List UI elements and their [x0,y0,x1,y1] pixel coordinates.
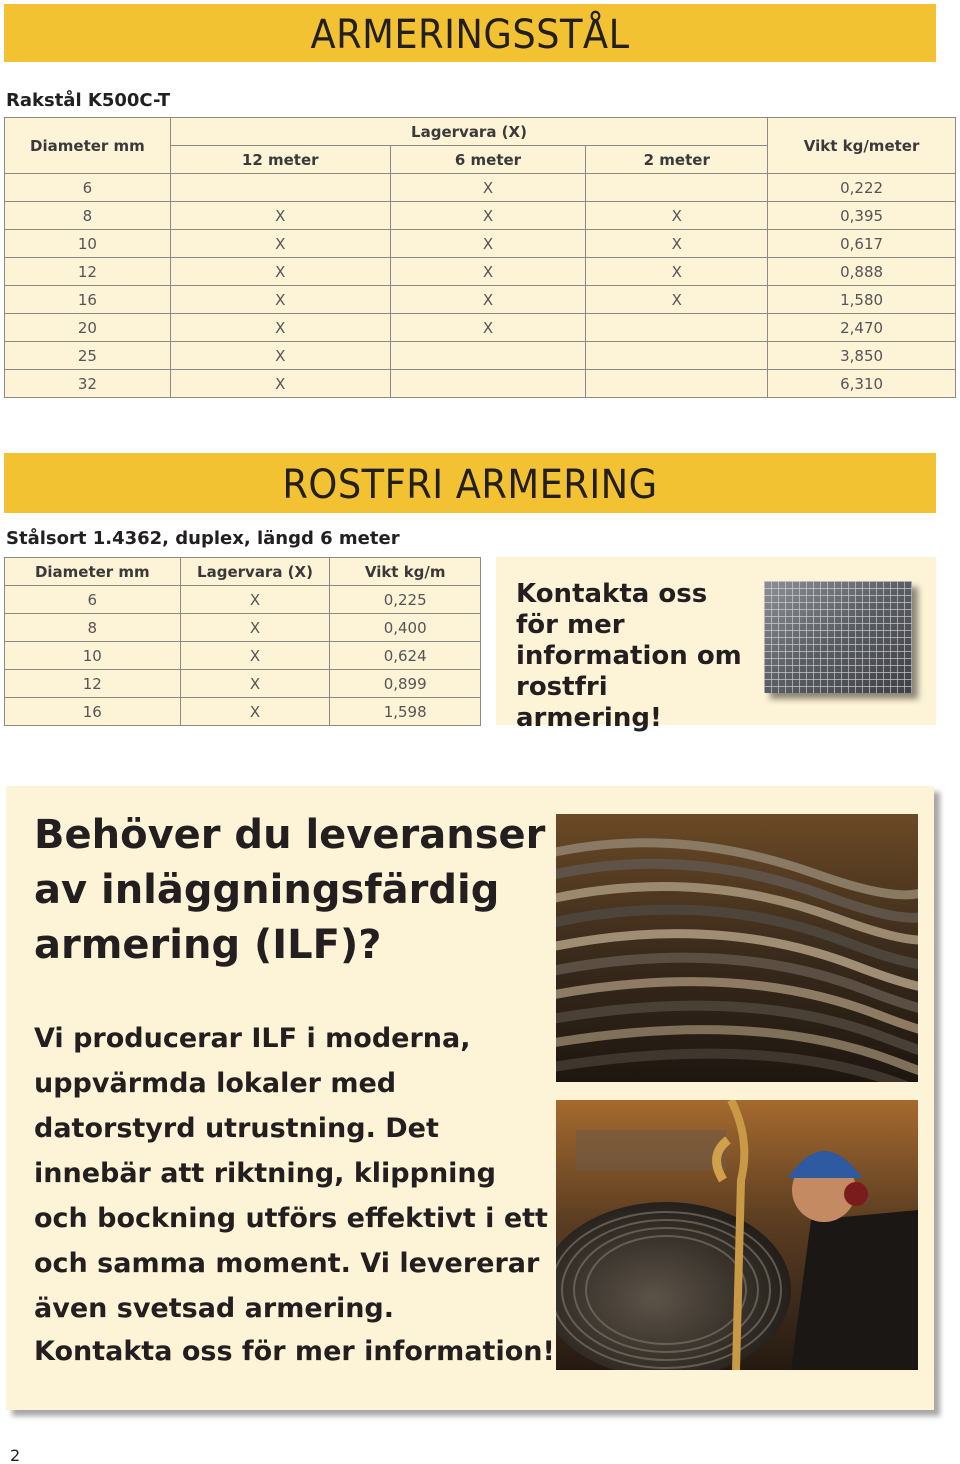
armeringsstal-title: ARMERINGSSTÅL [310,12,630,58]
table-cell-w: 0,617 [768,230,956,258]
table-row [5,202,956,230]
table-cell-m12: X [170,230,390,258]
table-cell-d: 8 [5,202,171,230]
col-diameter-header: Diameter mm [5,118,171,174]
col-lagervara-header: Lagervara (X) [180,558,330,586]
rostfri-title: ROSTFRI ARMERING [282,462,658,508]
ilf-heading: Behöver du leveranser av inläggningsfärdig armering (ILF)? [34,812,546,968]
col-weight-header: Vikt kg/m [330,558,481,586]
table-cell-m2 [586,342,768,370]
table-cell-m6: X [390,230,586,258]
table-cell-d: 6 [5,174,171,202]
table-cell-m6 [390,342,586,370]
table-cell-m12 [170,174,390,202]
table-cell-d: 32 [5,370,171,398]
table-cell-w: 0,225 [330,586,481,614]
table-cell-m2 [586,314,768,342]
table-row [5,258,956,286]
table-row [5,614,481,642]
table-cell-w: 1,598 [330,698,481,726]
table-cell-m6: X [390,314,586,342]
table-cell-x: X [180,614,330,642]
stalsort-subheading: Stålsort 1.4362, duplex, längd 6 meter [6,528,400,549]
table-cell-d: 6 [5,586,181,614]
table-cell-m6: X [390,286,586,314]
table-cell-m2 [586,174,768,202]
table-cell-d: 16 [5,286,171,314]
col-lagervara-header: Lagervara (X) [170,118,767,146]
rostfri-contact-text: Kontakta oss för mer information om rostfri armering! [516,579,742,733]
table-row [5,642,481,670]
table-cell-m2: X [586,202,768,230]
table-cell-w: 2,470 [768,314,956,342]
table-cell-m2: X [586,230,768,258]
table-cell-d: 12 [5,670,181,698]
table-cell-d: 25 [5,342,171,370]
steel-mesh-illustration [764,581,912,693]
table-cell-m12: X [170,342,390,370]
col-12m-header: 12 meter [170,146,390,174]
ilf-panel [6,786,934,1410]
table-cell-x: X [180,698,330,726]
table-cell-m2: X [586,258,768,286]
table-cell-m2 [586,370,768,398]
table-cell-d: 8 [5,614,181,642]
table-cell-w: 1,580 [768,286,956,314]
rostfri-table [4,557,481,726]
table-row [5,230,956,258]
rostfri-contact-box [496,557,936,733]
table-cell-x: X [180,642,330,670]
worker-illustration [556,1100,918,1370]
steel-mesh-photo [764,581,912,693]
table-cell-w: 0,899 [330,670,481,698]
table-cell-w: 0,624 [330,642,481,670]
table-cell-x: X [180,670,330,698]
table-row [5,698,481,726]
rakstal-table [4,117,956,398]
table-cell-m6: X [390,258,586,286]
rebar-stack-photo [556,814,918,1082]
table-cell-m6: X [390,202,586,230]
table-cell-m6 [390,370,586,398]
rakstal-table-body [5,174,956,398]
table-row [5,174,956,202]
table-row [5,670,481,698]
rostfri-table-body [5,586,481,726]
ilf-contact-text: Kontakta oss för mer information! [34,1336,555,1367]
table-cell-m12: X [170,286,390,314]
armeringsstal-banner [4,4,936,62]
table-cell-w: 0,222 [768,174,956,202]
col-weight-header: Vikt kg/meter [768,118,956,174]
worker-with-coil-photo [556,1100,918,1370]
col-6m-header: 6 meter [390,146,586,174]
table-cell-w: 3,850 [768,342,956,370]
table-cell-x: X [180,586,330,614]
rebar-illustration [556,814,918,1082]
table-cell-m12: X [170,202,390,230]
table-row [5,370,956,398]
table-cell-m12: X [170,258,390,286]
table-cell-w: 6,310 [768,370,956,398]
table-cell-d: 12 [5,258,171,286]
table-cell-d: 10 [5,642,181,670]
table-cell-w: 0,395 [768,202,956,230]
table-row [5,286,956,314]
table-cell-d: 10 [5,230,171,258]
ilf-body-text: Vi producerar ILF i moderna, uppvärmda lokaler med datorstyrd utrustning. Det innebär att riktning, klippning och bockning utförs effektivt i ett och samma moment. Vi levererar även svetsad armering. [34,1023,548,1324]
table-cell-d: 20 [5,314,171,342]
page-number: 2 [10,1446,21,1464]
table-cell-w: 0,400 [330,614,481,642]
rakstal-subheading: Rakstål K500C-T [6,90,171,111]
col-2m-header: 2 meter [586,146,768,174]
table-cell-m2: X [586,286,768,314]
table-cell-m12: X [170,370,390,398]
table-cell-m12: X [170,314,390,342]
table-cell-w: 0,888 [768,258,956,286]
table-cell-m6: X [390,174,586,202]
table-row [5,586,481,614]
rostfri-banner [4,453,936,513]
table-cell-d: 16 [5,698,181,726]
col-diameter-header: Diameter mm [5,558,181,586]
table-row [5,314,956,342]
table-row [5,342,956,370]
